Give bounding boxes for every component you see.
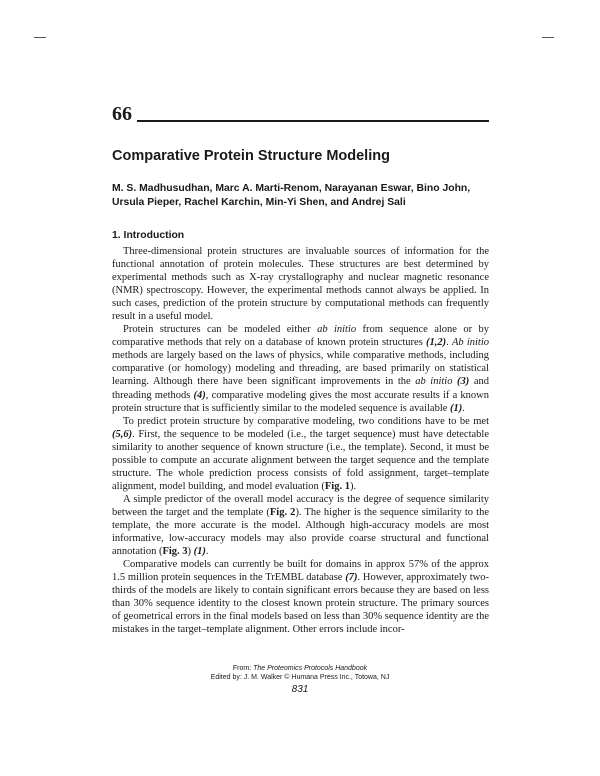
- author-list: M. S. Madhusudhan, Marc A. Marti-Renom, Narayanan Eswar, Bino John, Ursula Pieper, Rachel Karchin, Min-Yi Shen, and Andrej Sali: [112, 183, 471, 208]
- section-heading: 1. Introduction: [112, 230, 185, 241]
- citation: (4): [193, 389, 206, 401]
- citation: (1,2): [426, 337, 447, 349]
- citation: (1): [450, 402, 463, 414]
- figure-reference: Fig. 2: [269, 506, 296, 518]
- paragraph: Comparative models can currently be built for domains in approx 57% of the approx 1.5 million protein sequences in the TrEMBL database (7). However, approximately two-thirds of the models are likely to contain significant errors because they are based on less than 30% sequence identity to the closest known protein structure. The primary sources of geometrical errors in the final models based on less than 30% sequence identity are the mistakes in the target–template alignment. Other errors include incor-: [112, 559, 489, 636]
- paragraph: A simple predictor of the overall model accuracy is the degree of sequence similarity between the target and the template (Fig. 2). The higher is the sequence similarity to the template, the more accurate is the model. Although high-accuracy models are most informative, low-accuracy models may also provide coarse structural and functional annotation (Fig. 3) (1).: [112, 493, 489, 558]
- book-title: The Proteomics Protocols Handbook: [253, 665, 368, 672]
- body-text: [112, 245, 489, 636]
- crop-mark-left: [34, 37, 46, 38]
- paragraph: Protein structures can be modeled either ab initio from sequence alone or by comparative methods that rely on a database of known protein structures (1,2). Ab initio methods are largely based on the laws of physics, while comparative methods, including comparative (or homology) modeling and threading, are based primarily on statistical learning. Although there have been significant improvements in the ab initio (3) and threading methods (4), comparative modeling gives the most accurate results if a known protein structure that is sufficiently similar to the modeled sequence is available (1).: [112, 324, 490, 414]
- citation: (7): [345, 572, 358, 584]
- chapter-title: Comparative Protein Structure Modeling: [112, 148, 390, 164]
- chapter-header: [112, 103, 489, 125]
- figure-reference: Fig. 1: [324, 480, 350, 492]
- figure-reference: Fig. 3: [162, 546, 188, 558]
- paragraph: Three-dimensional protein structures are invaluable sources of information for the functional annotation of protein molecules. These structures are best determined by experimental methods such as X-ray crystallography and nuclear magnetic resonance (NMR) spectroscopy. However, the experimental methods cannot always be applied. In such cases, prediction of the protein structure by computational methods can frequently result in a useful model.: [112, 246, 489, 323]
- paragraph: To predict protein structure by comparative modeling, two conditions have to be met (5,6). First, the sequence to be modeled (i.e., the target sequence) must have detectable similarity to another sequence of known structure (i.e., the template). Second, it must be possible to compute an accurate alignment between the target sequence and the template structure. The whole prediction process consists of fold assignment, target–template alignment, model building, and model evaluation (Fig. 1).: [112, 415, 489, 492]
- citation: (3): [457, 376, 470, 388]
- chapter-number: 66: [112, 103, 132, 125]
- crop-mark-right: [542, 37, 554, 38]
- footer-source: From: The Proteomics Protocols Handbook: [232, 665, 368, 672]
- citation: (5,6): [112, 428, 133, 440]
- chapter-rule: [137, 120, 489, 122]
- page-number: 831: [291, 684, 309, 695]
- footer-edited-by: Edited by: J. M. Walker © Humana Press Inc., Totowa, NJ: [210, 674, 390, 681]
- citation: (1): [193, 546, 206, 558]
